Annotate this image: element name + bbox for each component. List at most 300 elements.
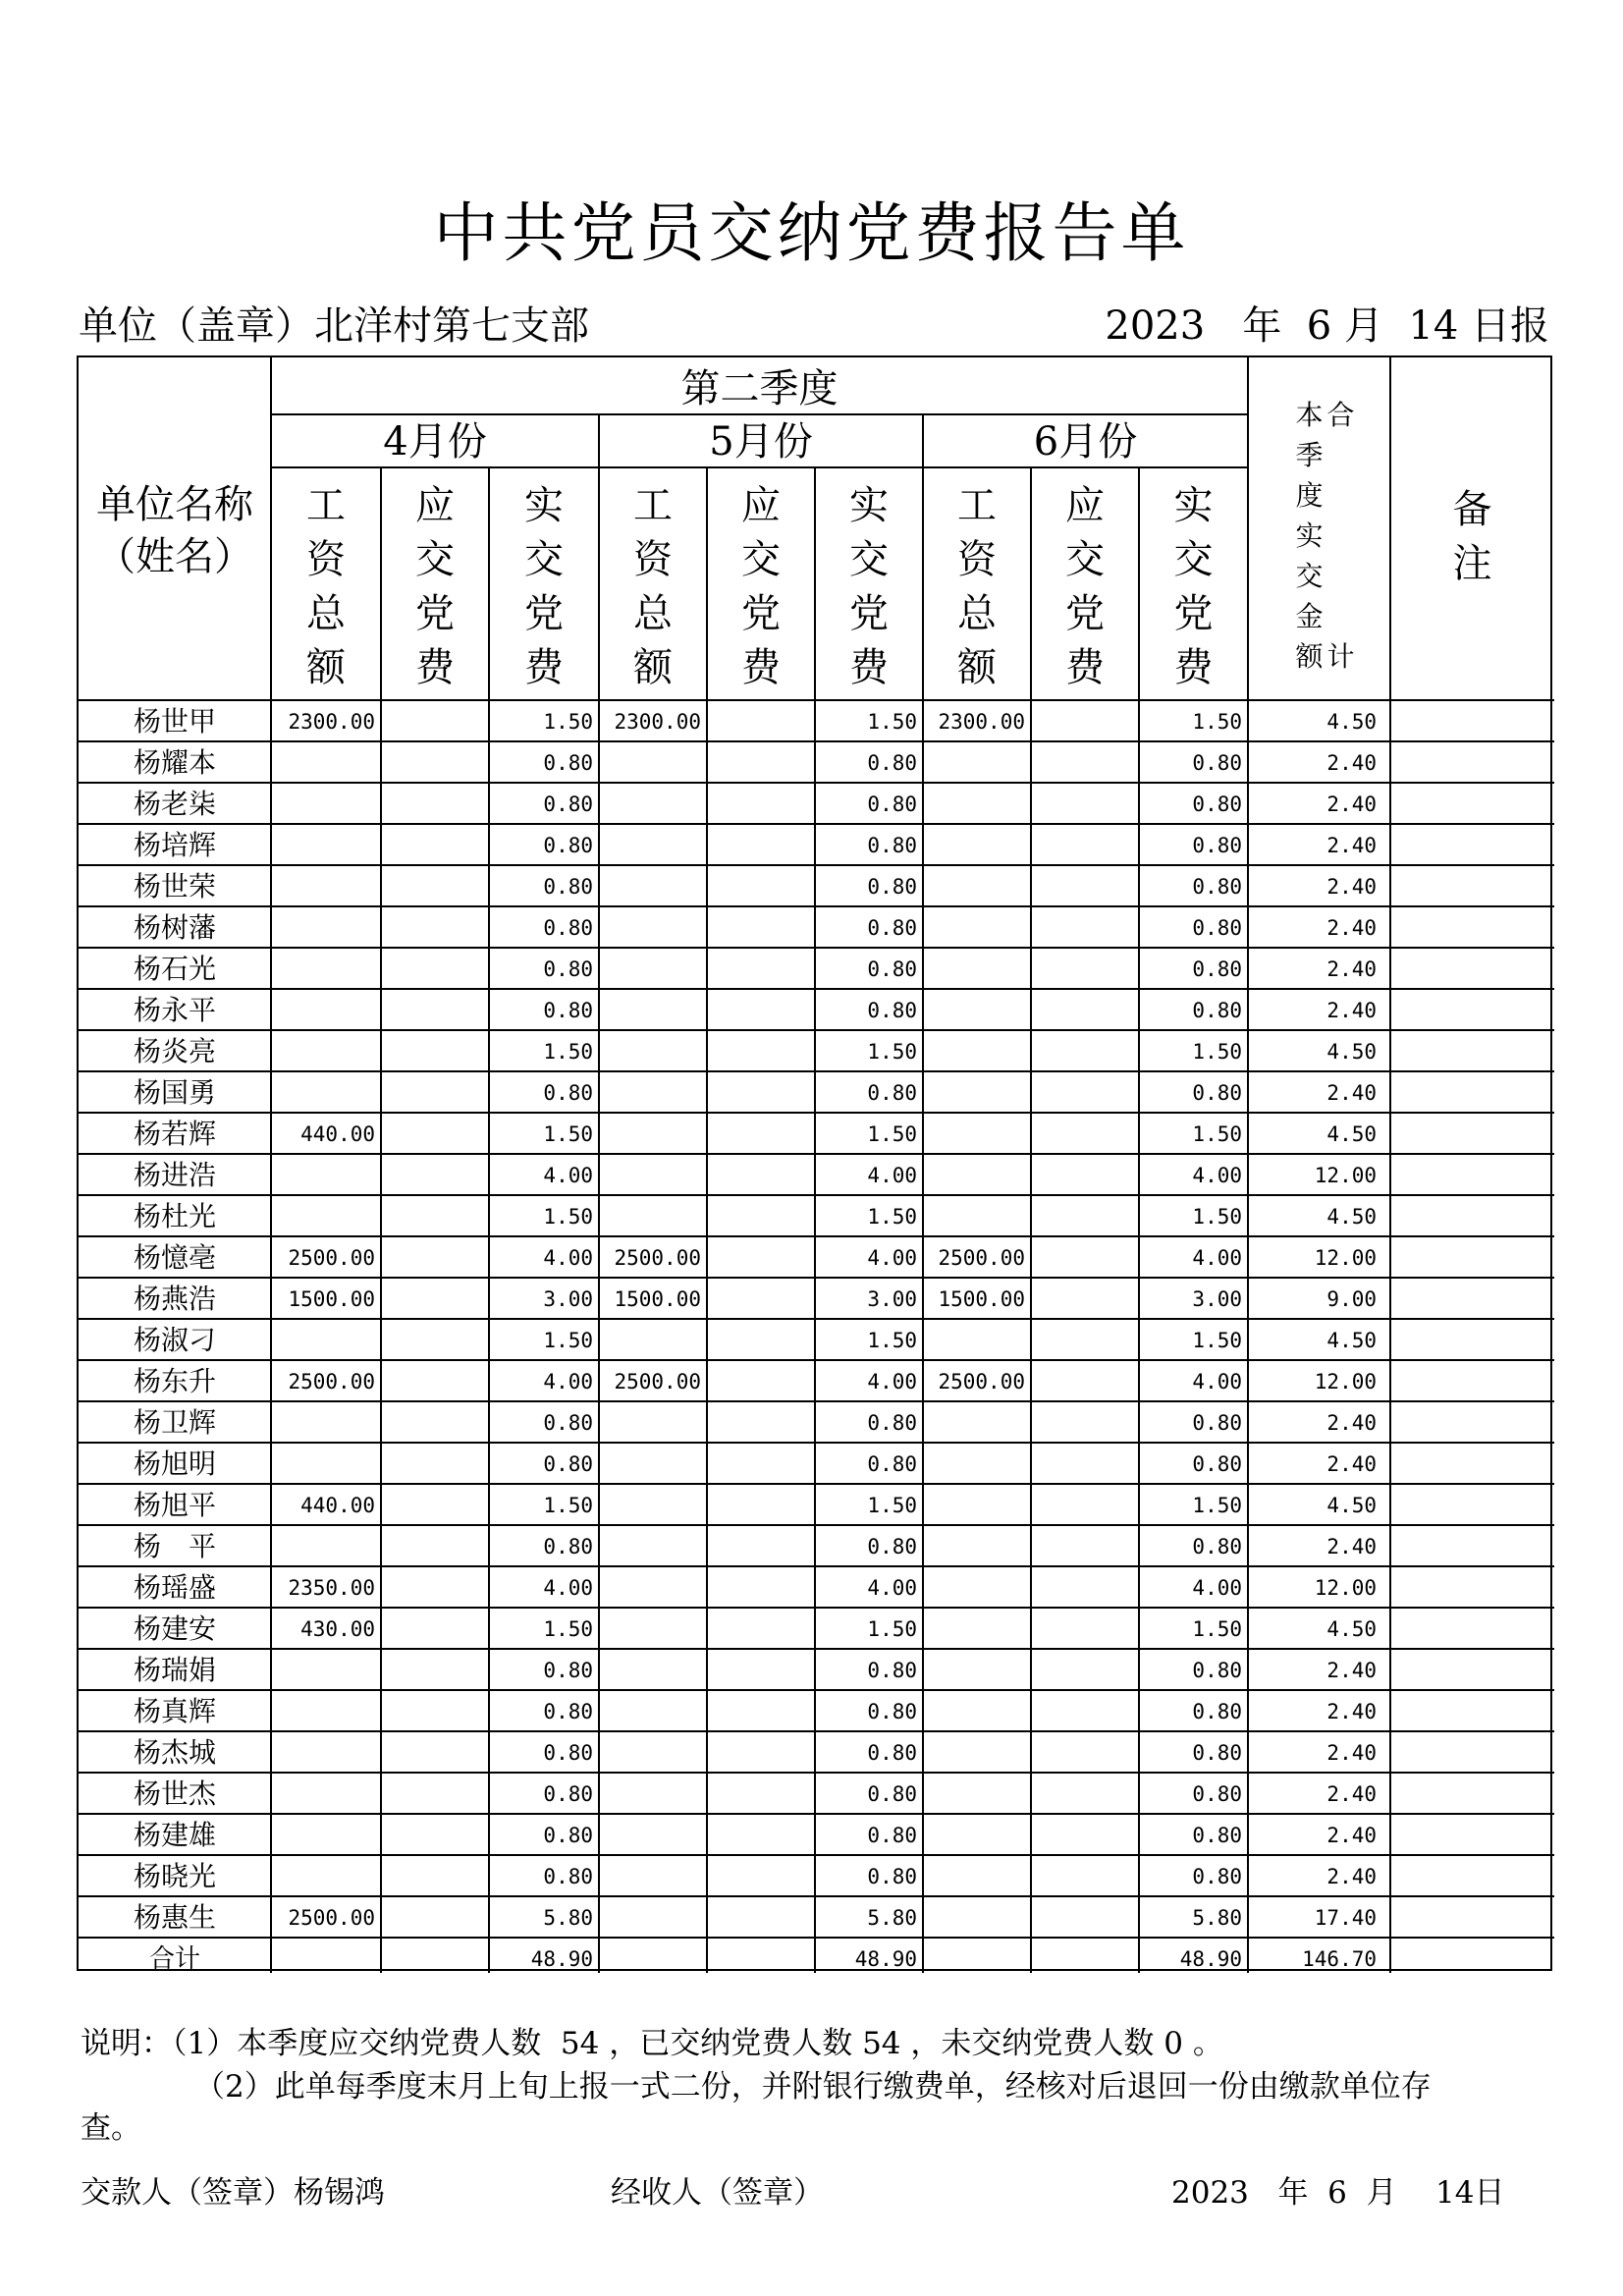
report-date: 2023 年 6 月 14 日报 <box>1105 303 1549 349</box>
salary-cell: 2500.00 <box>288 1906 375 1930</box>
due-cell <box>1031 1279 1133 1320</box>
salary-cell <box>923 1774 1025 1815</box>
quarter-total-cell: 2.40 <box>1326 1700 1377 1723</box>
paid-cell: 0.80 <box>1192 1452 1242 1476</box>
due-cell <box>1031 907 1133 949</box>
member-name: 杨培辉 <box>133 829 216 861</box>
sub-header: 实 交 党 费 <box>849 483 889 690</box>
salary-cell: 1500.00 <box>614 1287 701 1311</box>
paid-cell: 0.80 <box>867 834 917 857</box>
due-cell <box>381 1897 483 1939</box>
due-cell <box>381 1691 483 1732</box>
sub-header: 实 交 党 费 <box>524 483 564 690</box>
paid-cell: 0.80 <box>543 957 593 981</box>
paid-cell: 0.80 <box>867 1865 917 1888</box>
member-name: 杨世杰 <box>133 1777 216 1810</box>
salary-cell <box>599 949 701 990</box>
salary-cell <box>271 1815 375 1856</box>
report-header <box>79 303 1549 349</box>
sub-header: 工 资 总 额 <box>633 483 673 690</box>
due-cell <box>707 1815 809 1856</box>
paid-cell: 0.80 <box>543 793 593 816</box>
member-name: 杨卫辉 <box>133 1406 216 1439</box>
quarter-total-cell: 4.50 <box>1326 1205 1377 1229</box>
paid-cell: 0.80 <box>1192 875 1242 899</box>
due-cell <box>381 1567 483 1609</box>
salary-cell <box>271 990 375 1031</box>
due-cell <box>1031 1237 1133 1279</box>
due-cell <box>381 1196 483 1237</box>
paid-cell: 1.50 <box>867 1040 917 1064</box>
paid-cell: 5.80 <box>1192 1906 1242 1930</box>
salary-cell <box>599 784 701 825</box>
salary-cell <box>599 1815 701 1856</box>
salary-cell <box>599 1485 701 1526</box>
salary-cell: 440.00 <box>300 1122 375 1146</box>
total-header-side: 合 <box>1326 399 1355 431</box>
salary-cell <box>599 1732 701 1774</box>
paid-cell: 1.50 <box>867 1494 917 1517</box>
due-cell <box>707 866 809 907</box>
salary-cell <box>599 1609 701 1650</box>
quarter-total-cell: 146.70 <box>1302 1947 1377 1971</box>
paid-cell: 0.80 <box>543 1081 593 1105</box>
salary-cell <box>923 1732 1025 1774</box>
salary-cell: 2500.00 <box>614 1246 701 1270</box>
due-cell <box>707 1237 809 1279</box>
sub-header: 应 交 党 费 <box>415 483 455 690</box>
member-name: 杨憶亳 <box>133 1241 216 1274</box>
paid-cell: 1.50 <box>1192 710 1242 734</box>
salary-cell <box>271 742 375 784</box>
paid-cell: 0.80 <box>1192 957 1242 981</box>
paid-cell: 1.50 <box>1192 1205 1242 1229</box>
quarter-total-cell: 2.40 <box>1326 1782 1377 1806</box>
salary-cell <box>599 742 701 784</box>
quarter-total-cell: 2.40 <box>1326 1865 1377 1888</box>
sub-header: 应 交 党 费 <box>1065 483 1105 690</box>
salary-cell <box>923 1155 1025 1196</box>
paid-cell: 5.80 <box>867 1906 917 1930</box>
due-cell <box>381 1114 483 1155</box>
paid-cell: 0.80 <box>867 1659 917 1682</box>
paid-cell: 4.00 <box>543 1370 593 1394</box>
salary-cell: 2500.00 <box>288 1246 375 1270</box>
paid-cell: 4.00 <box>867 1246 917 1270</box>
due-cell <box>381 701 483 742</box>
due-cell <box>381 1609 483 1650</box>
due-cell <box>1031 1650 1133 1691</box>
paid-cell: 4.00 <box>1192 1370 1242 1394</box>
paid-cell: 0.80 <box>867 1081 917 1105</box>
salary-cell <box>923 990 1025 1031</box>
member-name: 杨炎亮 <box>133 1035 216 1067</box>
due-cell <box>381 1031 483 1072</box>
salary-cell <box>599 825 701 866</box>
due-cell <box>381 866 483 907</box>
due-cell <box>1031 1485 1133 1526</box>
member-name: 杨世甲 <box>133 705 216 738</box>
paid-cell: 0.80 <box>543 999 593 1022</box>
salary-cell <box>923 1444 1025 1485</box>
due-cell <box>381 1361 483 1402</box>
paid-cell: 0.80 <box>543 751 593 775</box>
quarter-total-cell: 12.00 <box>1314 1164 1377 1187</box>
due-cell <box>707 1567 809 1609</box>
salary-cell <box>923 949 1025 990</box>
quarter-total-cell: 2.40 <box>1326 1659 1377 1682</box>
paid-cell: 1.50 <box>1192 1040 1242 1064</box>
salary-cell <box>923 742 1025 784</box>
due-cell <box>381 1237 483 1279</box>
due-cell <box>1031 1939 1133 1980</box>
paid-cell: 4.00 <box>867 1370 917 1394</box>
sub-header: 实 交 党 费 <box>1173 483 1214 690</box>
note-line-2: （2）此单每季度末月上旬上报一式二份，并附银行缴费单，经核对后退回一份由缴款单位存 <box>194 2069 1432 2105</box>
due-cell <box>1031 1609 1133 1650</box>
salary-cell <box>599 1320 701 1361</box>
salary-cell: 2300.00 <box>288 710 375 734</box>
member-name: 杨国勇 <box>133 1076 216 1109</box>
paid-cell: 1.50 <box>1192 1122 1242 1146</box>
total-header: 本 季 度 实 交 金 额 <box>1295 399 1324 673</box>
salary-cell <box>599 907 701 949</box>
member-name: 杨真辉 <box>133 1695 216 1727</box>
paid-cell: 4.00 <box>1192 1246 1242 1270</box>
member-name: 杨 平 <box>133 1530 216 1562</box>
salary-cell <box>923 1897 1025 1939</box>
quarter-total-cell: 4.50 <box>1326 1122 1377 1146</box>
salary-cell <box>599 1691 701 1732</box>
paid-cell: 0.80 <box>1192 1659 1242 1682</box>
salary-cell <box>599 1402 701 1444</box>
paid-cell: 0.80 <box>543 1865 593 1888</box>
member-name: 杨杰城 <box>133 1736 216 1769</box>
due-cell <box>381 1485 483 1526</box>
salary-cell: 2350.00 <box>288 1576 375 1600</box>
salary-cell: 430.00 <box>300 1617 375 1641</box>
payer-signature: 交款人（签章）杨锡鸿 <box>81 2175 385 2211</box>
paid-cell: 48.90 <box>1179 1947 1242 1971</box>
salary-cell <box>923 1031 1025 1072</box>
remark-header: 备 注 <box>1452 487 1492 586</box>
paid-cell: 0.80 <box>867 1782 917 1806</box>
due-cell <box>1031 990 1133 1031</box>
salary-cell <box>599 1114 701 1155</box>
due-cell <box>1031 1732 1133 1774</box>
salary-cell <box>923 1815 1025 1856</box>
paid-cell: 1.50 <box>867 1329 917 1352</box>
salary-cell <box>923 1526 1025 1567</box>
month-header: 6月份 <box>1033 419 1138 465</box>
due-cell <box>381 1279 483 1320</box>
salary-cell <box>271 1444 375 1485</box>
paid-cell: 0.80 <box>867 1411 917 1435</box>
paid-cell: 0.80 <box>543 875 593 899</box>
due-cell <box>1031 1691 1133 1732</box>
due-cell <box>707 1402 809 1444</box>
due-cell <box>707 1939 809 1980</box>
due-cell <box>1031 1856 1133 1897</box>
salary-cell <box>923 1691 1025 1732</box>
paid-cell: 0.80 <box>1192 1700 1242 1723</box>
due-cell <box>381 1402 483 1444</box>
salary-cell: 2300.00 <box>938 710 1025 734</box>
quarter-total-cell: 2.40 <box>1326 916 1377 940</box>
quarter-total-cell: 2.40 <box>1326 1452 1377 1476</box>
member-name: 杨燕浩 <box>133 1283 216 1315</box>
paid-cell: 1.50 <box>543 1329 593 1352</box>
due-cell <box>381 1320 483 1361</box>
quarter-total-cell: 2.40 <box>1326 1411 1377 1435</box>
quarter-total-cell: 4.50 <box>1326 710 1377 734</box>
due-cell <box>707 1031 809 1072</box>
due-cell <box>707 1774 809 1815</box>
member-name: 杨旭明 <box>133 1448 216 1480</box>
due-cell <box>1031 1402 1133 1444</box>
paid-cell: 0.80 <box>1192 793 1242 816</box>
paid-cell: 0.80 <box>867 1741 917 1765</box>
quarter-total-cell: 4.50 <box>1326 1617 1377 1641</box>
paid-cell: 1.50 <box>543 1617 593 1641</box>
member-name: 杨进浩 <box>133 1159 216 1191</box>
paid-cell: 0.80 <box>543 1535 593 1558</box>
member-name: 杨若辉 <box>133 1118 216 1150</box>
paid-cell: 4.00 <box>867 1576 917 1600</box>
note-line-3: 查。 <box>81 2110 141 2146</box>
due-cell <box>381 1939 483 1980</box>
paid-cell: 3.00 <box>867 1287 917 1311</box>
quarter-total-cell: 2.40 <box>1326 751 1377 775</box>
paid-cell: 1.50 <box>867 1617 917 1641</box>
quarter-total-cell: 2.40 <box>1326 793 1377 816</box>
salary-cell <box>599 1650 701 1691</box>
paid-cell: 4.00 <box>543 1164 593 1187</box>
due-cell <box>707 949 809 990</box>
salary-cell <box>599 990 701 1031</box>
due-cell <box>1031 1526 1133 1567</box>
member-name: 杨树藩 <box>133 911 216 944</box>
due-cell <box>707 1856 809 1897</box>
quarter-total-cell: 9.00 <box>1326 1287 1377 1311</box>
paid-cell: 0.80 <box>867 875 917 899</box>
due-cell <box>1031 1196 1133 1237</box>
paid-cell: 0.80 <box>867 1700 917 1723</box>
due-cell <box>381 907 483 949</box>
quarter-total-cell: 2.40 <box>1326 999 1377 1022</box>
salary-cell <box>599 1031 701 1072</box>
paid-cell: 1.50 <box>543 1494 593 1517</box>
due-cell <box>1031 1897 1133 1939</box>
paid-cell: 0.80 <box>1192 1782 1242 1806</box>
note-line-1: 说明：（1）本季度应交纳党费人数 54 ，已交纳党费人数 54 ，未交纳党费人数 0 。 <box>81 2026 1223 2061</box>
due-cell <box>1031 1072 1133 1114</box>
salary-cell <box>923 1072 1025 1114</box>
paid-cell: 0.80 <box>543 1782 593 1806</box>
salary-cell: 1500.00 <box>938 1287 1025 1311</box>
member-name: 杨杜光 <box>133 1200 216 1232</box>
salary-cell <box>271 1072 375 1114</box>
salary-cell <box>923 1567 1025 1609</box>
due-cell <box>381 1072 483 1114</box>
due-cell <box>1031 825 1133 866</box>
paid-cell: 0.80 <box>543 1452 593 1476</box>
member-name: 杨惠生 <box>133 1901 216 1934</box>
due-cell <box>1031 784 1133 825</box>
salary-cell <box>599 1072 701 1114</box>
paid-cell: 0.80 <box>867 1824 917 1847</box>
sub-header: 应 交 党 费 <box>741 483 781 690</box>
salary-cell <box>923 1114 1025 1155</box>
quarter-total-cell: 2.40 <box>1326 1081 1377 1105</box>
paid-cell: 0.80 <box>1192 1741 1242 1765</box>
salary-cell <box>599 1444 701 1485</box>
salary-cell <box>923 825 1025 866</box>
paid-cell: 1.50 <box>543 710 593 734</box>
salary-cell <box>599 1567 701 1609</box>
paid-cell: 3.00 <box>1192 1287 1242 1311</box>
salary-cell <box>923 1196 1025 1237</box>
salary-cell <box>271 1402 375 1444</box>
unit-label: 单位（盖章）北洋村第七支部 <box>79 303 589 349</box>
member-name: 杨耀本 <box>133 746 216 779</box>
name-header: 单位名称 <box>96 482 253 527</box>
footer-date: 2023 年 6 月 14日 <box>1171 2175 1505 2211</box>
member-name: 杨建安 <box>133 1613 216 1645</box>
paid-cell: 1.50 <box>543 1040 593 1064</box>
salary-cell <box>271 949 375 990</box>
salary-cell: 2500.00 <box>288 1370 375 1394</box>
paid-cell: 1.50 <box>867 710 917 734</box>
due-cell <box>381 990 483 1031</box>
salary-cell <box>923 1485 1025 1526</box>
quarter-total-cell: 2.40 <box>1326 1741 1377 1765</box>
paid-cell: 0.80 <box>543 1824 593 1847</box>
salary-cell <box>271 1650 375 1691</box>
member-name: 杨世荣 <box>133 870 216 902</box>
paid-cell: 0.80 <box>867 916 917 940</box>
due-cell <box>707 907 809 949</box>
grid-line-h <box>271 413 1248 415</box>
salary-cell <box>599 1774 701 1815</box>
receiver-signature: 经收人（签章） <box>611 2175 824 2211</box>
quarter-header: 第二季度 <box>680 366 839 411</box>
paid-cell: 4.00 <box>1192 1576 1242 1600</box>
paid-cell: 0.80 <box>1192 1824 1242 1847</box>
paid-cell: 1.50 <box>867 1205 917 1229</box>
salary-cell <box>271 1732 375 1774</box>
salary-cell <box>271 1691 375 1732</box>
due-cell <box>707 1444 809 1485</box>
paid-cell: 0.80 <box>1192 1865 1242 1888</box>
member-name: 杨晓光 <box>133 1860 216 1892</box>
paid-cell: 0.80 <box>1192 751 1242 775</box>
quarter-total-cell: 4.50 <box>1326 1329 1377 1352</box>
paid-cell: 0.80 <box>1192 834 1242 857</box>
due-cell <box>1031 1320 1133 1361</box>
quarter-total-cell: 2.40 <box>1326 834 1377 857</box>
paid-cell: 0.80 <box>543 1411 593 1435</box>
salary-cell: 2300.00 <box>614 710 701 734</box>
salary-cell <box>599 1196 701 1237</box>
quarter-total-cell: 17.40 <box>1314 1906 1377 1930</box>
due-cell <box>381 1650 483 1691</box>
paid-cell: 0.80 <box>867 1452 917 1476</box>
member-name: 杨淑刁 <box>133 1324 216 1356</box>
due-cell <box>707 990 809 1031</box>
due-cell <box>707 1485 809 1526</box>
member-name: 杨旭平 <box>133 1489 216 1521</box>
quarter-total-cell: 12.00 <box>1314 1576 1377 1600</box>
paid-cell: 0.80 <box>1192 999 1242 1022</box>
paid-cell: 1.50 <box>543 1205 593 1229</box>
paid-cell: 0.80 <box>543 1700 593 1723</box>
salary-cell: 2500.00 <box>938 1246 1025 1270</box>
salary-cell <box>271 1031 375 1072</box>
due-cell <box>707 784 809 825</box>
due-cell <box>1031 742 1133 784</box>
salary-cell <box>923 1856 1025 1897</box>
paid-cell: 48.90 <box>854 1947 917 1971</box>
paid-cell: 0.80 <box>867 1535 917 1558</box>
salary-cell <box>271 1155 375 1196</box>
name-header-sub: （姓名） <box>96 534 253 579</box>
due-cell <box>381 1815 483 1856</box>
quarter-total-cell: 2.40 <box>1326 957 1377 981</box>
due-cell <box>707 1361 809 1402</box>
due-cell <box>1031 701 1133 742</box>
dues-table <box>77 355 1552 1974</box>
paid-cell: 0.80 <box>1192 916 1242 940</box>
due-cell <box>1031 1031 1133 1072</box>
due-cell <box>707 1072 809 1114</box>
salary-cell <box>923 1939 1025 1980</box>
quarter-total-cell: 2.40 <box>1326 875 1377 899</box>
salary-cell <box>923 1402 1025 1444</box>
due-cell <box>707 742 809 784</box>
paid-cell: 0.80 <box>867 999 917 1022</box>
paid-cell: 0.80 <box>543 834 593 857</box>
member-name: 杨建雄 <box>133 1819 216 1851</box>
member-name: 杨石光 <box>133 953 216 985</box>
month-header: 4月份 <box>383 419 487 465</box>
month-header: 5月份 <box>709 419 813 465</box>
paid-cell: 0.80 <box>543 1659 593 1682</box>
total-header-side: 计 <box>1326 640 1355 673</box>
member-name: 杨瑞娟 <box>133 1654 216 1686</box>
salary-cell <box>599 1526 701 1567</box>
paid-cell: 0.80 <box>1192 1411 1242 1435</box>
paid-cell: 0.80 <box>867 751 917 775</box>
salary-cell <box>599 866 701 907</box>
sum-row-label: 合计 <box>148 1944 200 1974</box>
paid-cell: 0.80 <box>543 916 593 940</box>
due-cell <box>1031 866 1133 907</box>
paid-cell: 0.80 <box>1192 1535 1242 1558</box>
paid-cell: 4.00 <box>543 1246 593 1270</box>
member-name: 杨瑶盛 <box>133 1571 216 1604</box>
quarter-total-cell: 2.40 <box>1326 1535 1377 1558</box>
paid-cell: 1.50 <box>1192 1617 1242 1641</box>
due-cell <box>381 825 483 866</box>
salary-cell <box>271 1774 375 1815</box>
due-cell <box>707 1196 809 1237</box>
due-cell <box>381 742 483 784</box>
salary-cell: 2500.00 <box>614 1370 701 1394</box>
due-cell <box>707 701 809 742</box>
quarter-total-cell: 2.40 <box>1326 1824 1377 1847</box>
member-name: 杨东升 <box>133 1365 216 1397</box>
